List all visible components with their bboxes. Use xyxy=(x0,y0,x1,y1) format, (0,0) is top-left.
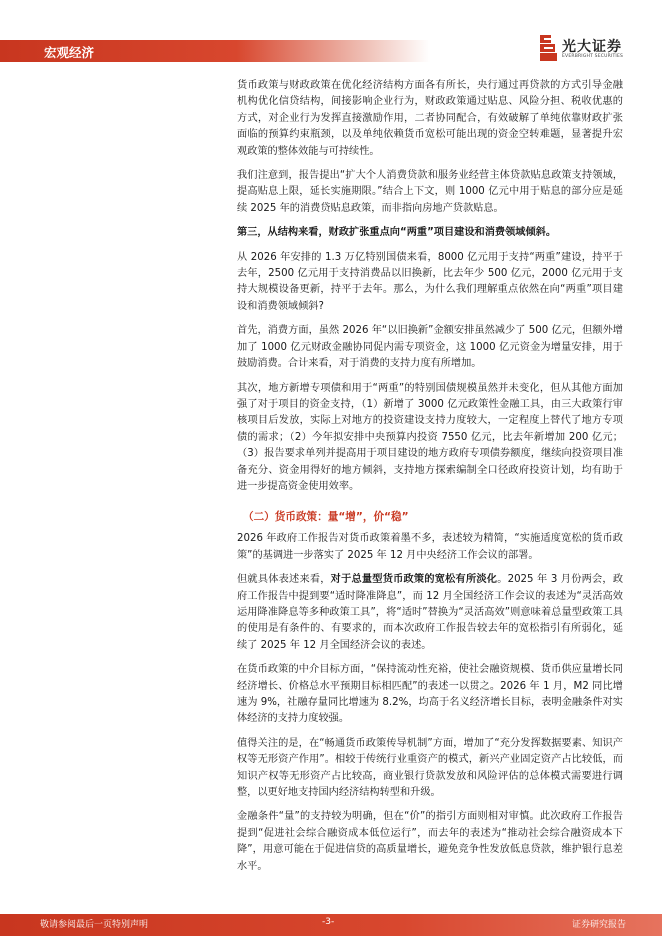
company-logo xyxy=(540,34,640,64)
report-body xyxy=(237,78,623,883)
report-type-label: 证券研究报告 xyxy=(572,920,627,930)
paragraph: 货币政策与财政政策在优化经济结构方面各有所长，央行通过再贷款的方式引导金融机构优化信贷结构，间接影响企业行为，财政政策通过贴息、风险分担、税收优惠的方式，对企业行为发挥直接激励作用，二者协同配合，有效破解了单纯依靠财政扩张面临的预算约束瓶颈，以及单纯依赖货币宽松可能出现的资金空转难题，显著提升宏观政策的整体效能与可持续性。 xyxy=(237,80,623,157)
paragraph: 2026 年政府工作报告对货币政策着墨不多，表述较为精简，“实施适度宽松的货币政策”的基调进一步落实了 2025 年 12 月中央经济工作会议的部署。 xyxy=(237,533,623,561)
paragraph: 金融条件“量”的支持较为明确，但在“价”的指引方面则相对审慎。此次政府工作报告提到“促进社会综合融资成本低位运行”，而去年的表述为“推动社会综合融资成本下降”，用意可能在于促进信贷的高质量增长，避免竞争性发放低息贷款，维护银行息差水平。 xyxy=(237,811,623,872)
paragraph: 其次，地方新增专项债和用于“两重”的特别国债规模虽然并未变化，但从其他方面加强了对于项目的资金支持，（1）新增了 3000 亿元政策性金融工具，由三大政策行审核项目后发放，实际上对地方的投资建设支持力度较大，一定程度上替代了地方专项债的需求；（2）今年拟安排中央预算内投资 7550 亿元，比去年新增加 200 亿元；（3）报告要求单列并提高用于项目建设的地方政府专项债券额度，继续向投资项目准备充分、资金用得好的地方倾斜，支持地方探索编制全口径政府投资计划，均有助于进一步提高资金使用效率。 xyxy=(237,382,623,492)
logo-mark-icon xyxy=(540,35,557,61)
logo-text-cn: 光大证券 xyxy=(562,39,622,55)
logo-text-en: EVERBRIGHT SECURITIES xyxy=(562,54,624,59)
paragraph: 从 2026 年安排的 1.3 万亿特别国债来看，8000 亿元用于支持“两重”建设，持平于去年，2500 亿元用于支持消费品以旧换新，比去年少 500 亿元，2000 亿元用于支持大规模设备更新，持平于去年。那么，为什么我们理解重点依然在向“两重”项目建设和消费领域倾斜? xyxy=(237,251,623,312)
disclaimer-note: 敬请参阅最后一页特别声明 xyxy=(40,920,149,930)
section-title: 宏观经济 xyxy=(44,45,95,60)
paragraph: 值得关注的是，在“畅通货币政策传导机制”方面，增加了“充分发挥数据要素、知识产权等无形资产作用”。相较于传统行业重资产的模式，新兴产业固定资产占比较低，而知识产权等无形资产占比较高，商业银行贷款发放和风险评估的总体模式需要进行调整，以更好地支持国内经济结构转型和升级。 xyxy=(237,737,623,799)
paragraph xyxy=(237,572,623,654)
paragraph-text: 但就具体表述来看， xyxy=(237,574,331,586)
page-number: -3- xyxy=(322,917,335,927)
bold-emphasis: 对于总量型货币政策的宽松有所淡化 xyxy=(330,574,498,586)
paragraph: 我们注意到，报告提出“扩大个人消费贷款和服务业经营主体贷款贴息政策支持领域，提高贴息上限，延长实施期限。”结合上下文，则 1000 亿元中用于贴息的部分应是延续 2025 年的消费贷贴息政策，而非指向房地产贷款贴息。 xyxy=(237,170,623,214)
paragraph: 在货币政策的中介目标方面，“保持流动性充裕，使社会融资规模、货币供应量增长同经济增长、价格总水平预期目标相匹配”的表述一以贯之。2026 年 1 月，M2 同比增速为 9%，社融存量同比增速为 8.2%，均高于名义经济增长目标，表明金融条件对实体经济的支持力度较强。 xyxy=(237,664,623,725)
section-heading: （二）货币政策：量“增”，价“稳” xyxy=(243,511,409,524)
paragraph: 首先，消费方面，虽然 2026 年“以旧换新”金额安排虽然减少了 500 亿元，但额外增加了 1000 亿元财政金融协同促内需专项资金，这 1000 亿元资金为增量安排，用于鼓励消费。合计来看，对于消费的支持力度有所增加。 xyxy=(237,325,623,370)
paragraph-text: 。2025 年 3 月份两会，政府工作报告中提到要“适时降准降息”，而 12 月全国经济工作会议的表述为“灵活高效运用降准降息等多种政策工具”，将“适时”替换为“灵活高效”则意味着总量型政策工具的使用是有条件的、有要求的，而本次政府工作报告较去年的宽松指引有所弱化，延续了 2025 年 12 月全国经济会议的表述。 xyxy=(237,574,624,651)
key-point-heading: 第三，从结构来看，财政扩张重点向“两重”项目建设和消费领域倾斜。 xyxy=(237,227,557,239)
